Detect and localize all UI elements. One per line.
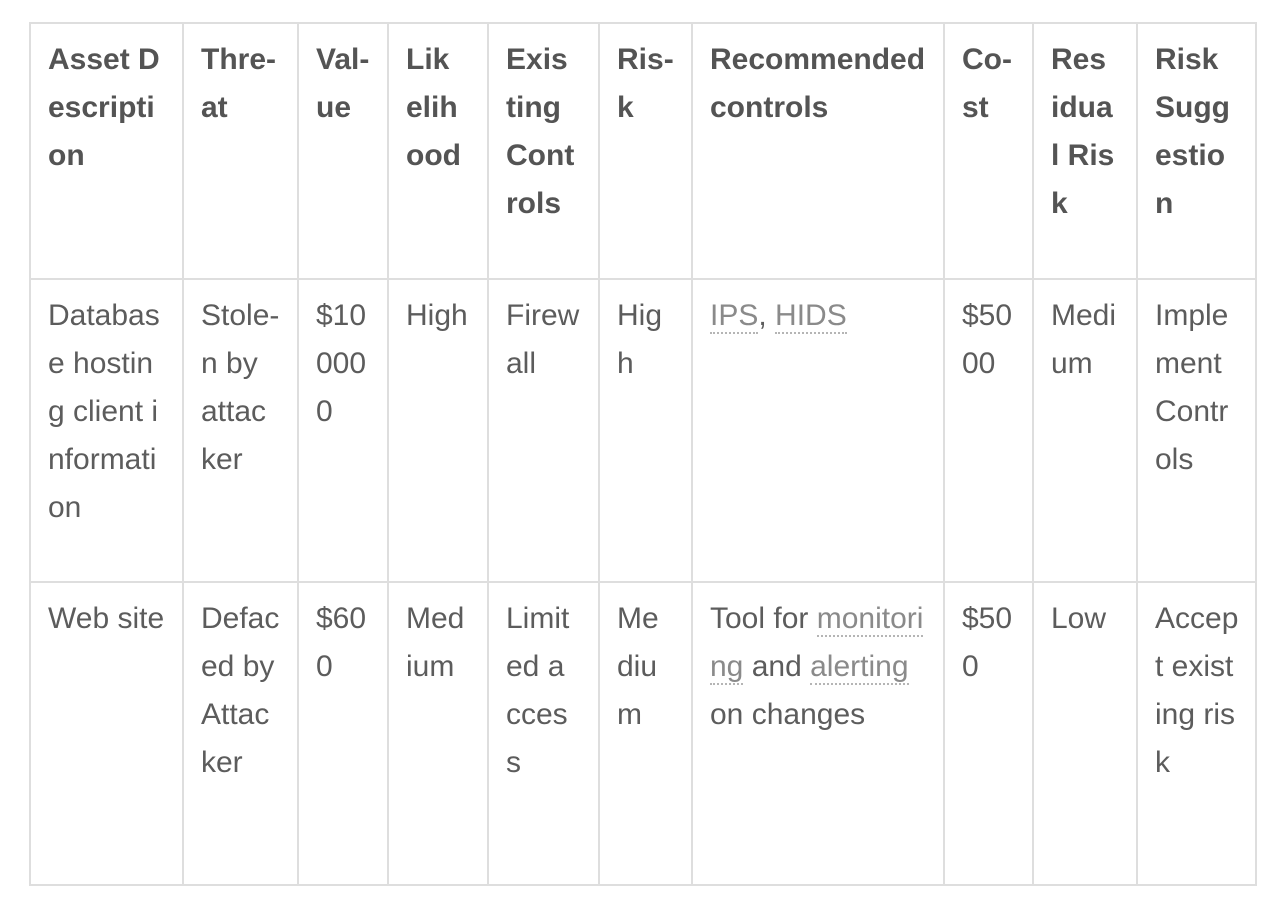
cell-asset: Web site bbox=[30, 582, 183, 885]
cell-threat bbox=[183, 279, 298, 582]
cell-likelihood: High bbox=[388, 279, 488, 582]
cell-asset-text: Database hosting client information bbox=[48, 299, 160, 524]
header-recommended-controls-label: Recommended controls bbox=[710, 43, 926, 124]
header-risk-suggestion-label: Risk Suggestion bbox=[1155, 43, 1230, 220]
cell-threat-text: Stolen by attacker bbox=[201, 299, 280, 476]
header-asset-description-label: Asset Description bbox=[48, 43, 160, 172]
separator-text: , bbox=[758, 299, 776, 332]
cell-value: $600 bbox=[298, 582, 388, 885]
header-existing-controls bbox=[488, 23, 599, 279]
cell-risk-suggestion-text: Accept existing risk bbox=[1155, 602, 1239, 779]
hids-link[interactable]: HIDS bbox=[775, 299, 847, 332]
cell-threat bbox=[183, 582, 298, 885]
table-row bbox=[30, 279, 1256, 582]
header-asset-description bbox=[30, 23, 183, 279]
cell-existing-controls-text: Limited access bbox=[506, 602, 570, 779]
cell-residual-risk: Medium bbox=[1033, 279, 1137, 582]
header-risk-suggestion bbox=[1137, 23, 1256, 279]
cell-residual-risk: Low bbox=[1033, 582, 1137, 885]
cell-risk-suggestion-text: Implement Controls bbox=[1155, 299, 1229, 476]
monitoring-link[interactable]: monitoring bbox=[710, 602, 924, 683]
header-residual-risk bbox=[1033, 23, 1137, 279]
header-value bbox=[298, 23, 388, 279]
cell-cost: $5000 bbox=[944, 279, 1033, 582]
header-existing-controls-label: Existing Controls bbox=[506, 43, 575, 220]
cell-recommended-controls bbox=[692, 582, 944, 885]
cell-asset bbox=[30, 279, 183, 582]
cell-likelihood: Medium bbox=[388, 582, 488, 885]
header-threat bbox=[183, 23, 298, 279]
cell-existing-controls-text: Firewall bbox=[506, 299, 580, 380]
header-likelihood bbox=[388, 23, 488, 279]
ips-link[interactable]: IPS bbox=[710, 299, 759, 332]
header-cost bbox=[944, 23, 1033, 279]
table-header-row bbox=[30, 23, 1256, 279]
cell-risk-suggestion bbox=[1137, 279, 1256, 582]
header-cost-label: Cost bbox=[962, 43, 1012, 124]
recommended-text-1: Tool for bbox=[710, 602, 817, 635]
cell-existing-controls bbox=[488, 582, 599, 885]
header-value-label: Value bbox=[316, 43, 370, 124]
cell-cost: $500 bbox=[944, 582, 1033, 885]
cell-risk: High bbox=[599, 279, 692, 582]
header-likelihood-label: Likelihood bbox=[406, 43, 461, 172]
cell-existing-controls bbox=[488, 279, 599, 582]
risk-assessment-table bbox=[29, 22, 1257, 886]
header-recommended-controls bbox=[692, 23, 944, 279]
recommended-text-2: and bbox=[743, 650, 811, 683]
cell-value: $100000 bbox=[298, 279, 388, 582]
header-threat-label: Threat bbox=[201, 43, 277, 124]
cell-threat-text: Defaced by Attacker bbox=[201, 602, 280, 779]
header-risk-label: Risk bbox=[617, 43, 674, 124]
alerting-link[interactable]: alerting bbox=[810, 650, 909, 683]
header-residual-risk-label: Residual Risk bbox=[1051, 43, 1115, 220]
recommended-text-3: on changes bbox=[710, 698, 866, 731]
cell-recommended-controls bbox=[692, 279, 944, 582]
header-risk bbox=[599, 23, 692, 279]
table-row bbox=[30, 582, 1256, 885]
cell-risk: Medium bbox=[599, 582, 692, 885]
cell-risk-suggestion bbox=[1137, 582, 1256, 885]
